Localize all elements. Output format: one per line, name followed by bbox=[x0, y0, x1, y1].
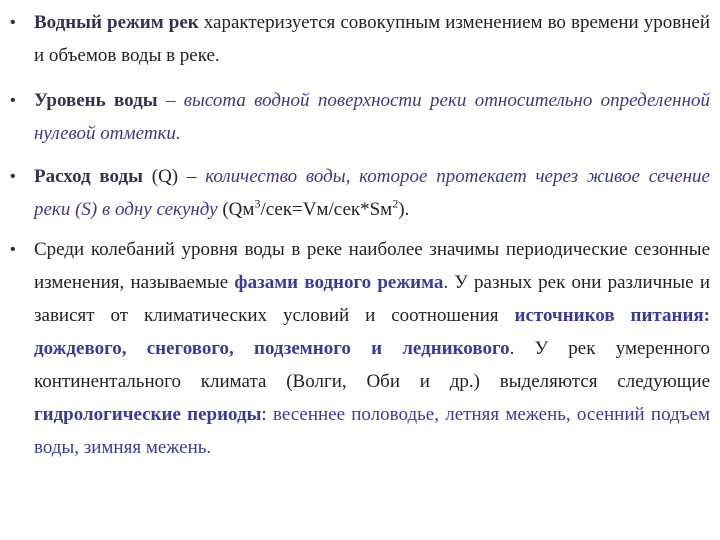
bullet-icon: • bbox=[10, 92, 16, 109]
list-item-water-regime bbox=[10, 6, 710, 72]
list-item-fluctuations bbox=[10, 233, 710, 464]
paragraph-text-4: : bbox=[261, 404, 273, 425]
definition-text: количество воды, которое протекает через живое сечение реки (S) в одну секунду bbox=[34, 166, 710, 220]
term-sources: источников питания: дождевого, снегового, подземного и ледникового bbox=[34, 305, 710, 359]
definition-text: – высота водной поверхности реки относительно определенной нулевой отметки. bbox=[34, 90, 710, 144]
bullet-icon: • bbox=[10, 168, 16, 185]
formula-exponent-2: 2 bbox=[392, 196, 399, 211]
term-periods: гидрологические периоды bbox=[34, 404, 262, 425]
formula-part-2: /сек=Vм/сек*Sм bbox=[260, 199, 393, 220]
term-water-discharge: Расход воды bbox=[34, 166, 143, 187]
bullet-icon: • bbox=[10, 241, 16, 258]
item-text bbox=[34, 160, 710, 226]
item-text bbox=[34, 6, 710, 72]
list-item-water-discharge bbox=[10, 160, 710, 226]
definition-text: характеризуется совокупным изменением во времени уровней и объемов воды в реке. bbox=[34, 12, 710, 66]
item-text bbox=[34, 233, 710, 464]
symbol-text: (Q) – bbox=[142, 166, 206, 187]
list-item-water-level bbox=[10, 84, 710, 150]
paragraph-text-2: . У разных рек они различные и зависят от климатических условий и соотношения bbox=[34, 272, 710, 326]
bullet-icon: • bbox=[10, 14, 16, 31]
item-text bbox=[34, 84, 710, 150]
term-water-regime: Водный режим рек bbox=[34, 12, 199, 33]
term-phases: фазами водного режима bbox=[234, 272, 444, 293]
formula-part-1: (Qм bbox=[217, 199, 255, 220]
term-water-level: Уровень воды bbox=[34, 90, 158, 111]
paragraph-text-3: . У рек умеренного континентального климата (Волги, Оби и др.) выделяются следующие bbox=[34, 338, 710, 392]
formula-part-3: ). bbox=[398, 199, 410, 220]
formula-exponent-1: 3 bbox=[254, 196, 261, 211]
paragraph-text-1: Среди колебаний уровня воды в реке наиболее значимы периодические сезонные изменения, называемые bbox=[34, 239, 710, 293]
periods-list: весеннее половодье, летняя межень, осенний подъем воды, зимняя межень. bbox=[34, 404, 710, 458]
